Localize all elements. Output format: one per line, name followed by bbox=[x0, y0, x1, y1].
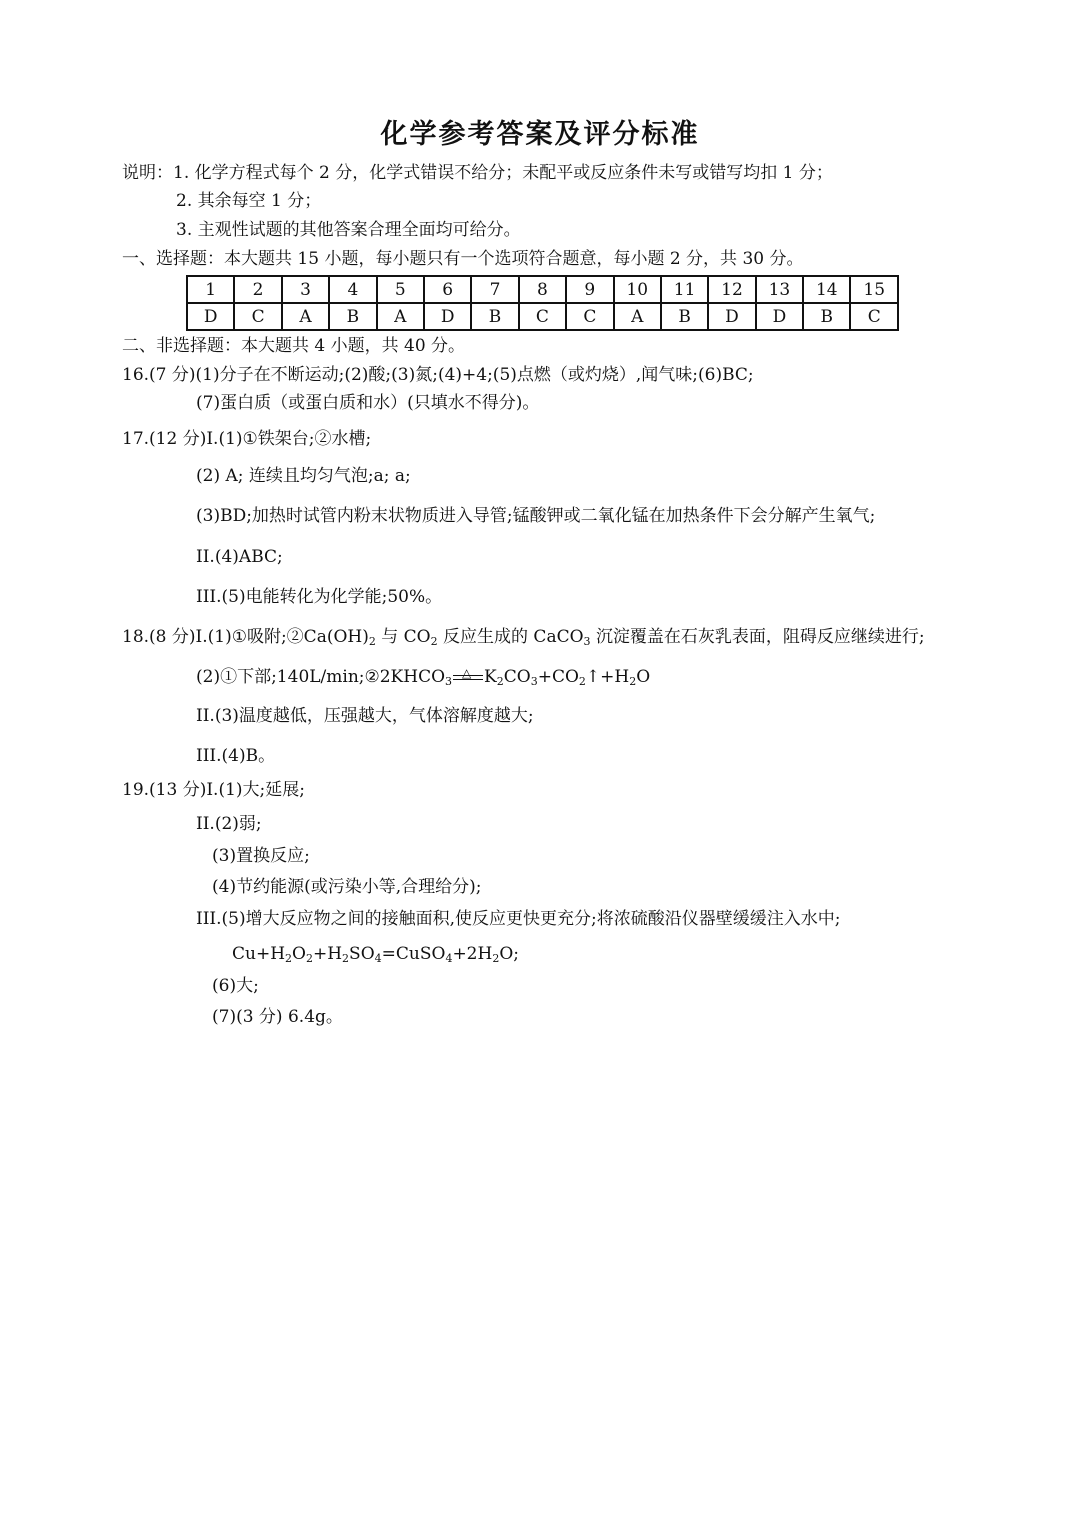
q19-line-3: (3)置换反应; bbox=[212, 846, 310, 866]
q18-l1-part: 沉淀覆盖在石灰乳表面，阻碍反应继续进行; bbox=[595, 627, 925, 647]
page-title: 化学参考答案及评分标准 bbox=[380, 119, 700, 150]
q19-line-1: 19.(13 分)I.(1)大;延展; bbox=[122, 780, 305, 800]
answer-cell: A bbox=[377, 303, 424, 330]
answer-cell: D bbox=[708, 303, 755, 330]
question-number-cell: 1 bbox=[187, 276, 234, 303]
answer-table bbox=[186, 275, 899, 331]
q17-line-5: III.(5)电能转化为化学能;50%。 bbox=[196, 587, 443, 607]
question-number-cell: 10 bbox=[614, 276, 661, 303]
q19-equation bbox=[232, 943, 519, 965]
question-number-cell: 15 bbox=[850, 276, 898, 303]
answer-cell: B bbox=[471, 303, 518, 330]
q19-line-8: (7)(3 分) 6.4g。 bbox=[212, 1007, 343, 1027]
q18-l2-part: (2)①下部;140L/min;②2KHCO bbox=[196, 667, 446, 687]
answer-table-answer-row bbox=[187, 303, 898, 330]
answer-cell: B bbox=[329, 303, 376, 330]
subscript: 4 bbox=[374, 952, 382, 965]
answer-cell: A bbox=[282, 303, 329, 330]
q19-line-2: II.(2)弱; bbox=[196, 814, 262, 834]
subscript: 2 bbox=[430, 635, 438, 648]
q19-eq-part: SO bbox=[349, 944, 375, 964]
q17-line-4: II.(4)ABC; bbox=[196, 547, 283, 567]
q18-l1-part: 反应生成的 CaCO bbox=[443, 627, 584, 647]
q19-eq-part: +2H bbox=[452, 944, 493, 964]
q18-l2-part: CO bbox=[503, 667, 531, 687]
answer-table-number-row bbox=[187, 276, 898, 303]
q19-eq-part: +H bbox=[312, 944, 343, 964]
q18-line-3: II.(3)温度越低，压强越大，气体溶解度越大; bbox=[196, 706, 534, 726]
q18-line-1 bbox=[122, 626, 925, 648]
question-number-cell: 9 bbox=[566, 276, 613, 303]
subscript: 2 bbox=[578, 675, 586, 688]
q19-eq-part: Cu+H bbox=[232, 944, 286, 964]
q19-eq-part: O; bbox=[499, 944, 519, 964]
answer-cell: B bbox=[661, 303, 708, 330]
q19-line-4: (4)节约能源(或污染小等,合理给分); bbox=[212, 877, 482, 897]
question-number-cell: 14 bbox=[803, 276, 850, 303]
subscript: 2 bbox=[342, 952, 350, 965]
answer-cell: B bbox=[803, 303, 850, 330]
question-number-cell: 8 bbox=[519, 276, 566, 303]
question-number-cell: 6 bbox=[424, 276, 471, 303]
q19-eq-part: =CuSO bbox=[381, 944, 446, 964]
question-number-cell: 11 bbox=[661, 276, 708, 303]
answer-cell: C bbox=[234, 303, 281, 330]
answer-cell: D bbox=[756, 303, 803, 330]
q18-l2-part: O bbox=[636, 667, 651, 687]
subscript: 2 bbox=[285, 952, 293, 965]
answer-cell: C bbox=[850, 303, 898, 330]
q16-line-1: 16.(7 分)(1)分子在不断运动;(2)酸;(3)氮;(4)+4;(5)点燃（或灼烧）,闻气味;(6)BC; bbox=[122, 365, 754, 385]
delta-symbol: △ bbox=[462, 666, 472, 680]
q18-l1-part: 18.(8 分)I.(1)①吸附;②Ca(OH) bbox=[122, 627, 369, 647]
subscript: 3 bbox=[445, 675, 453, 688]
subscript: 2 bbox=[629, 675, 637, 688]
q18-l2-part: K bbox=[484, 667, 497, 687]
subscript: 3 bbox=[583, 635, 591, 648]
q18-line-4: III.(4)B。 bbox=[196, 746, 276, 766]
subscript: 2 bbox=[496, 675, 504, 688]
q17-line-1: 17.(12 分)I.(1)①铁架台;②水槽; bbox=[122, 429, 372, 449]
question-number-cell: 3 bbox=[282, 276, 329, 303]
question-number-cell: 13 bbox=[756, 276, 803, 303]
section1-heading: 一、选择题：本大题共 15 小题，每小题只有一个选项符合题意，每小题 2 分，共 30 分。 bbox=[122, 249, 804, 269]
answer-cell: D bbox=[187, 303, 234, 330]
subscript: 3 bbox=[530, 675, 538, 688]
q17-line-2: (2) A; 连续且均匀气泡;a; a; bbox=[196, 466, 411, 486]
subscript: 2 bbox=[492, 952, 500, 965]
heat-equals-sign bbox=[453, 666, 483, 680]
answer-cell: D bbox=[424, 303, 471, 330]
subscript: 2 bbox=[368, 635, 376, 648]
q18-l2-part: +CO bbox=[537, 667, 579, 687]
note-2: 2. 其余每空 1 分； bbox=[176, 191, 322, 211]
q19-line-5: III.(5)增大反应物之间的接触面积,使反应更快更充分;将浓硫酸沿仪器壁缓缓注入水中; bbox=[196, 909, 841, 929]
answer-cell: A bbox=[614, 303, 661, 330]
answer-cell: C bbox=[519, 303, 566, 330]
q19-line-7: (6)大; bbox=[212, 976, 259, 996]
q19-eq-part: O bbox=[292, 944, 306, 964]
section2-heading: 二、非选择题：本大题共 4 小题，共 40 分。 bbox=[122, 336, 466, 356]
note-1: 说明：1. 化学方程式每个 2 分，化学式错误不给分；未配平或反应条件未写或错写均扣 1 分； bbox=[122, 163, 833, 183]
question-number-cell: 4 bbox=[329, 276, 376, 303]
q17-line-3: (3)BD;加热时试管内粉末状物质进入导管;锰酸钾或二氧化锰在加热条件下会分解产生氧气; bbox=[196, 506, 876, 526]
subscript: 2 bbox=[305, 952, 313, 965]
q16-line-2: (7)蛋白质（或蛋白质和水）(只填水不得分)。 bbox=[196, 393, 540, 413]
q18-l2-part: ↑+H bbox=[585, 667, 630, 687]
question-number-cell: 2 bbox=[234, 276, 281, 303]
note-3: 3. 主观性试题的其他答案合理全面均可给分。 bbox=[176, 220, 521, 240]
q18-line-2 bbox=[196, 666, 650, 688]
question-number-cell: 7 bbox=[471, 276, 518, 303]
subscript: 4 bbox=[445, 952, 453, 965]
question-number-cell: 12 bbox=[708, 276, 755, 303]
answer-cell: C bbox=[566, 303, 613, 330]
q18-l1-part: 与 CO bbox=[381, 627, 431, 647]
question-number-cell: 5 bbox=[377, 276, 424, 303]
